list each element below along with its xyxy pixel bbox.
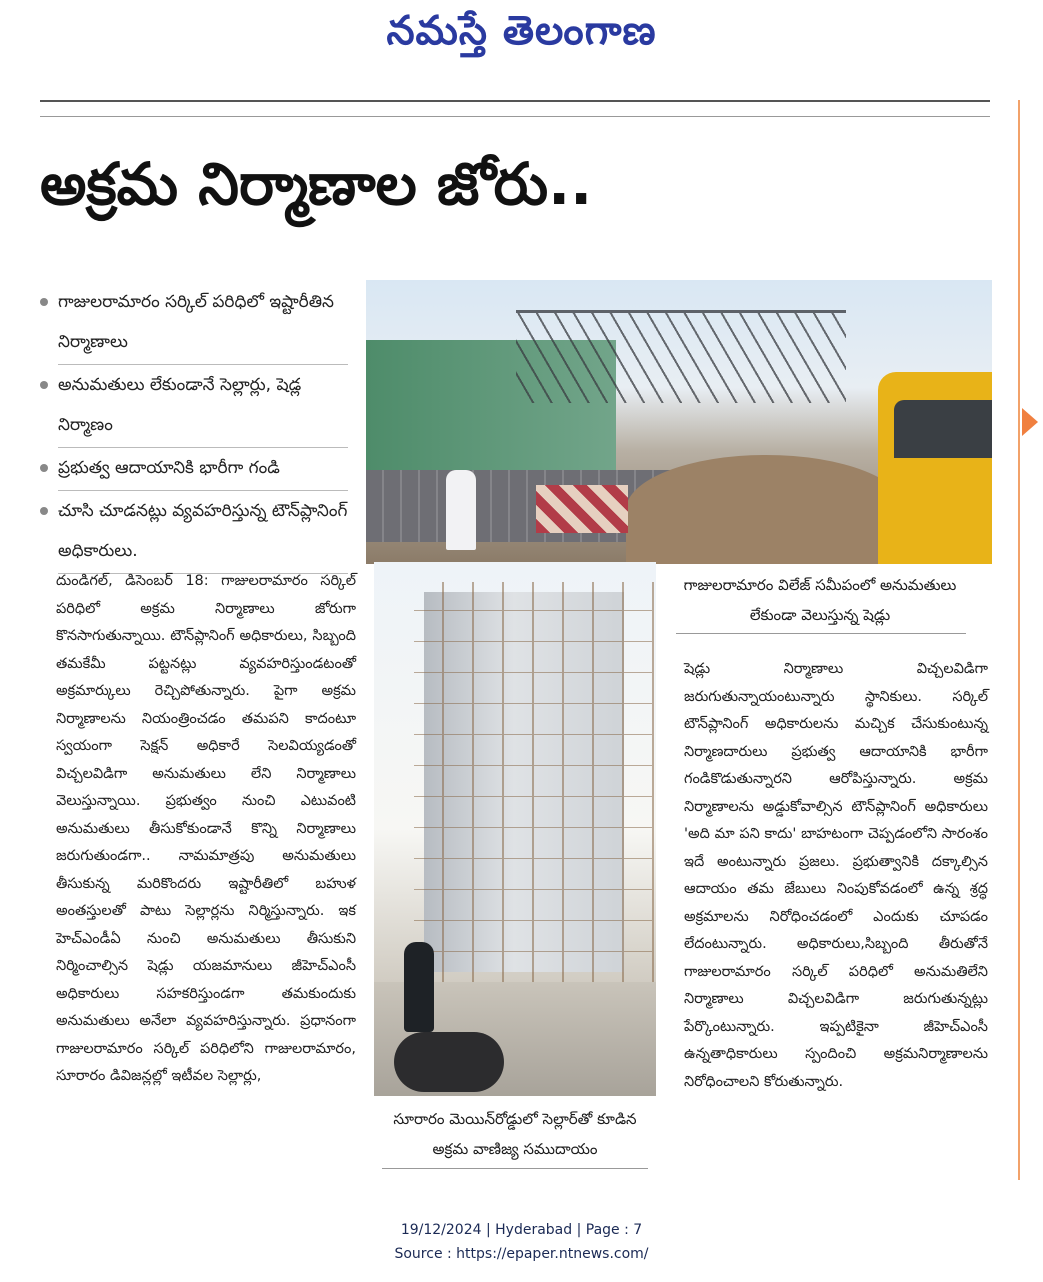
photo1-caption: గాజులరామారం విలేజ్ సమీపంలో అనుమతులు లేకుండా వెలుస్తున్న షెడ్లు [683, 576, 957, 624]
caption-underline [676, 633, 966, 634]
highlights-list [38, 282, 358, 574]
headline: అక్రమ నిర్మాణాల జోరు.. [40, 150, 593, 218]
photo2-caption: సూరారం మెయిన్‌రోడ్డులో సెల్లార్‌తో కూడిన అక్రమ వాణిజ్య సముదాయం [393, 1110, 637, 1158]
page-edge-line [1018, 100, 1020, 1180]
article-body-left: దుండిగల్, డిసెంబర్ 18: గాజులరామారం సర్కిల్ పరిధిలో అక్రమ నిర్మాణాలు జోరుగా కొనసాగుతున్నాయి. టౌన్‌ప్లానింగ్ అధికారులు, సిబ్బంది తమకేమీ పట్టనట్లు వ్యవహరిస్తుండటంతో అక్రమార్కులు రెచ్చిపోతున్నారు. పైగా అక్రమ నిర్మాణాలను నియంత్రించడం తమపని కాదంటూ స్వయంగా సెక్షన్ అధికారే సెలవియ్యడంతో విచ్చలవిడిగా అనుమతులు లేని నిర్మాణాలు వెలుస్తున్నాయి. ప్రభుత్వం నుంచి ఎటువంటి అనుమతులు తీసుకోకుండానే కొన్ని నిర్మాణాలు జరుగుతుండగా.. నామమాత్రపు అనుమతులు తీసుకున్న మరికొందరు ఇష్టారీతిలో బహుళ అంతస్తులతో పాటు సెల్లార్లను నిర్మిస్తున్నారు. ఇక హెచ్ఎండీఏ నుంచి అనుమతులు తీసుకుని నిర్మించాల్సిన షెడ్లు యజమానులు జీహెచ్ఎంసీ అధికారులు సహకరిస్తుండగా తమకుందుకు అనుమతులు అనేలా వ్యవహరిస్తున్నారు. ప్రధానంగా గాజులరామారం సర్కిల్ పరిధిలోని గాజులరామారం, సూరారం డివిజన్లల్లో ఇటీవల సెల్లార్లు, [56, 573, 356, 1084]
highlight-text: చూసి చూడనట్లు వ్యవహరిస్తున్న టౌన్‌ప్లానింగ్ అధికారులు. [58, 491, 348, 574]
highlight-item [38, 282, 358, 365]
highlight-text: అనుమతులు లేకుండానే సెల్లార్లు, షెడ్ల నిర్మాణం [58, 365, 348, 448]
cloth-shape [536, 485, 628, 533]
masthead-logo: నమస్తే తెలంగాణ [386, 8, 657, 54]
highlight-text: గాజులరామారం సర్కిల్ పరిధిలో ఇష్టారీతిన నిర్మాణాలు [58, 282, 348, 365]
top-divider [40, 116, 990, 117]
scaffolding-shape [414, 582, 654, 982]
highlight-item [38, 448, 358, 491]
bullet-icon [40, 464, 48, 472]
motorbike-shape [394, 1032, 504, 1092]
highlight-item [38, 491, 358, 574]
shed-frame-shape [516, 310, 846, 403]
highlight-text: ప్రభుత్వ ఆదాయానికి భారీగా గండి [58, 448, 348, 491]
highlight-item [38, 365, 358, 448]
bullet-icon [40, 381, 48, 389]
commercial-complex-photo [374, 562, 656, 1096]
bullet-icon [40, 507, 48, 515]
sheds-construction-photo [366, 280, 992, 564]
rider-shape [404, 942, 434, 1032]
autorickshaw-window-shape [894, 400, 992, 458]
article-body-right: షెడ్లు నిర్మాణాలు విచ్చలవిడిగా జరుగుతున్నాయంటున్నారు స్థానికులు. సర్కిల్ టౌన్‌ప్లానింగ్ అధికారులను మచ్చిక చేసుకుంటున్న నిర్మాణదారులు ప్రభుత్వ ఆదాయానికి భారీగా గండికొడుతున్నారని ఆరోపిస్తున్నారు. అక్రమ నిర్మాణాలను అడ్డుకోవాల్సిన టౌన్‌ప్లానింగ్ అధికారులు 'అది మా పని కాదు' బాహటంగా చెప్పడంలోని సారంశం ఇదే అంటున్నారు ప్రజలు. ప్రభుత్వానికి దక్కాల్సిన ఆదాయం తమ జేబులు నింపుకోవడంలో ఉన్న శ్రద్ధ అక్రమాలను నిరోధించడంలో ఎందుకు చూపడం లేదంటున్నారు. అధికారులు,సిబ్బంది తీరుతోనే గాజులరామారం సర్కిల్ పరిధిలో అనుమతిలేని నిర్మాణాలు విచ్చలవిడిగా జరుగుతున్నట్లు పేర్కొంటున్నారు. ఇప్పటికైనా జీహెచ్ఎంసీ ఉన్నతాధికారులు స్పందించి అక్రమనిర్మాణాలను నిరోధించాలని కోరుతున్నారు. [684, 661, 988, 1090]
next-page-arrow-icon[interactable] [1022, 408, 1038, 436]
page-footer [0, 1218, 1043, 1266]
caption-underline [382, 1168, 648, 1169]
footer-date-line: 19/12/2024 | Hyderabad | Page : 7 [400, 1222, 643, 1238]
person-shape [446, 470, 476, 550]
sand-pile-shape [626, 455, 906, 564]
footer-source-line: Source : https://epaper.ntnews.com/ [394, 1246, 649, 1262]
bullet-icon [40, 298, 48, 306]
